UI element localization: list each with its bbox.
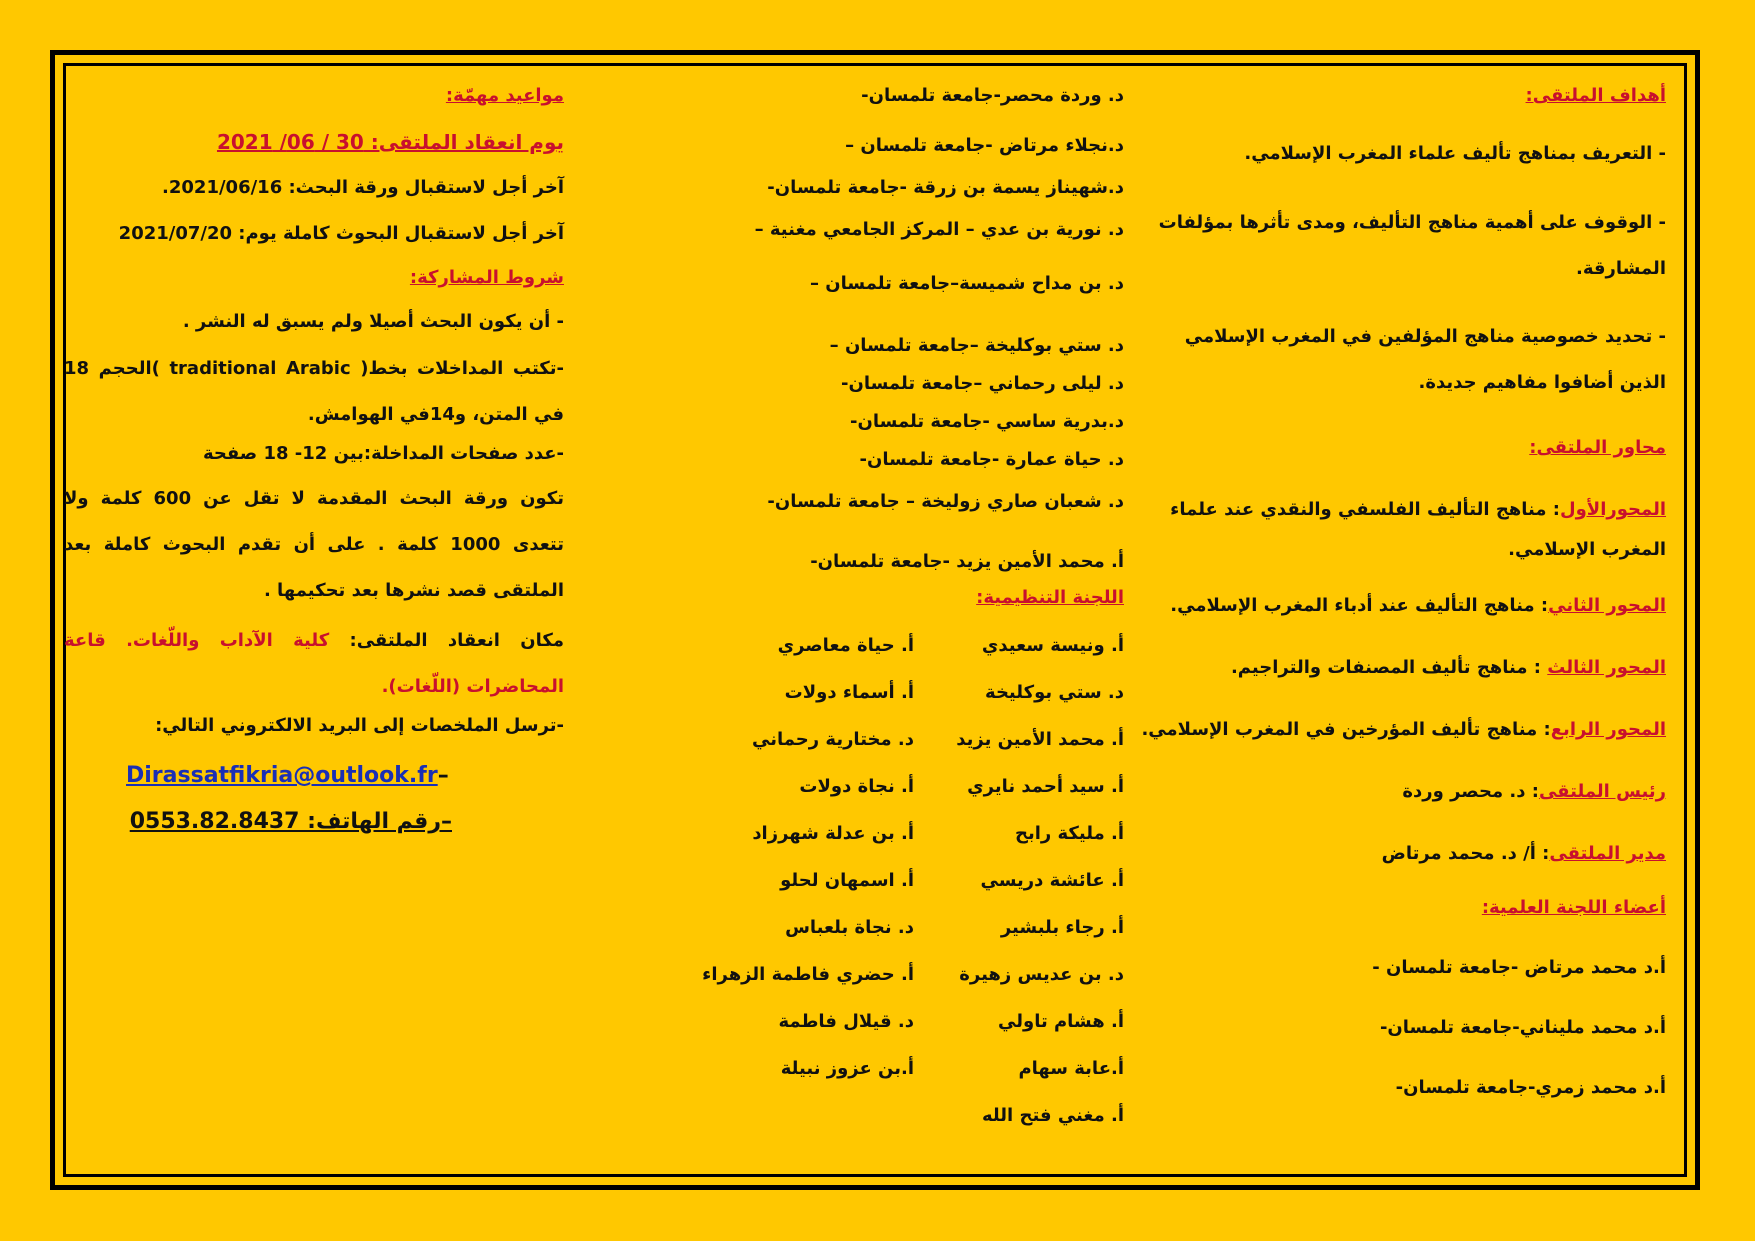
committee-member: د. وردة محصر-جامعة تلمسان- bbox=[861, 85, 1124, 106]
dates-heading: مواعيد مهمّة: bbox=[445, 85, 564, 106]
organizing-row bbox=[694, 681, 1124, 705]
organizing-row bbox=[694, 1010, 1124, 1034]
phone-row bbox=[64, 810, 564, 834]
deadline-full: آخر أجل لاستقبال البحوث كاملة يوم: 2021/07/20 bbox=[118, 223, 564, 244]
committee-member: د. بن مداح شميسة–جامعة تلمسان – bbox=[810, 273, 1124, 294]
committee-member: د. شعبان صاري زوليخة – جامعة تلمسان- bbox=[767, 491, 1124, 512]
organizing-row bbox=[694, 728, 1124, 752]
phone-number[interactable]: 0553.82.8437 bbox=[129, 809, 300, 834]
venue-label: مكان انعقاد الملتقى: bbox=[329, 630, 564, 651]
organizing-member: أ. سيد أحمد نايري bbox=[967, 776, 1124, 797]
organizing-member: د. قيلال فاطمة bbox=[778, 1011, 914, 1032]
conference-president bbox=[1146, 780, 1666, 804]
email-intro: -ترسل الملخصات إلى البريد الالكتروني التالي: bbox=[155, 715, 564, 736]
axis-item bbox=[1141, 718, 1666, 742]
committee-column bbox=[694, 78, 1124, 1128]
axis-item bbox=[1146, 594, 1666, 618]
organizing-member: أ. مليكة رابح bbox=[1014, 823, 1124, 844]
venue-text: كلية الآداب واللّغات. قاعة المحاضرات (اللّغات). bbox=[64, 630, 564, 697]
email-link[interactable]: Dirassatfikria@outlook.fr bbox=[126, 763, 438, 788]
president-name: : د. محصر وردة bbox=[1402, 781, 1539, 802]
organizing-member: د. مختارية رحماني bbox=[752, 729, 914, 750]
axis-label: المحور الثالث bbox=[1547, 657, 1666, 678]
axis-item bbox=[1146, 490, 1666, 570]
goal-item: - الوقوف على أهمية مناهج التأليف، ومدى تأثرها بمؤلفات المشارقة. bbox=[1158, 212, 1666, 279]
organizing-row bbox=[694, 634, 1124, 658]
organizing-member: أ. اسمهان لحلو bbox=[780, 870, 914, 891]
committee-member: د.بدرية ساسي -جامعة تلمسان- bbox=[850, 411, 1124, 432]
email-dash: – bbox=[437, 763, 449, 788]
organizing-member: أ. محمد الأمين يزيد bbox=[956, 729, 1124, 750]
condition-item: -عدد صفحات المداخلة:بين 12- 18 صفحة bbox=[202, 443, 564, 464]
president-label: رئيس الملتقى bbox=[1538, 781, 1666, 802]
phone-dash: – bbox=[441, 809, 452, 834]
organizing-member: د. ستي بوكليخة bbox=[985, 682, 1124, 703]
conference-director bbox=[1146, 842, 1666, 866]
email-row bbox=[64, 764, 564, 788]
deadline-paper: آخر أجل لاستقبال ورقة البحث: 2021/06/16. bbox=[162, 177, 564, 198]
organizing-row bbox=[694, 775, 1124, 799]
organizing-row bbox=[694, 1104, 1124, 1128]
axis-text: : مناهج التأليف الفلسفي والنقدي عند علماء المغرب الإسلامي. bbox=[1170, 499, 1666, 560]
committee-member: أ.د محمد مليناني-جامعة تلمسان- bbox=[1379, 1017, 1666, 1038]
organizing-member: أ. حياة معاصري bbox=[777, 635, 914, 656]
axis-label: المحور الثاني bbox=[1548, 595, 1666, 616]
organizing-row bbox=[694, 822, 1124, 846]
organizing-member: أ. مغني فتح الله bbox=[982, 1105, 1124, 1126]
organizing-row bbox=[694, 963, 1124, 987]
axes-heading: محاور الملتقى: bbox=[1529, 437, 1666, 458]
condition-item: - أن يكون البحث أصيلا ولم يسبق له النشر . bbox=[182, 311, 564, 332]
committee-member: د. ليلى رحماني –جامعة تلمسان- bbox=[841, 373, 1124, 394]
organizing-row bbox=[694, 916, 1124, 940]
organizing-member: أ. أسماء دولات bbox=[784, 682, 914, 703]
organizing-row bbox=[694, 869, 1124, 893]
director-label: مدير الملتقى bbox=[1549, 843, 1666, 864]
organizing-member: د. بن عديس زهيرة bbox=[959, 964, 1124, 985]
goals-heading: أهداف الملتقى: bbox=[1525, 85, 1666, 106]
organizing-member: أ. نجاة دولات bbox=[799, 776, 914, 797]
conditions-heading: شروط المشاركة: bbox=[409, 267, 564, 288]
committee-member: د.شهيناز يسمة بن زرقة -جامعة تلمسان- bbox=[767, 177, 1124, 198]
axis-label: المحور الرابع bbox=[1550, 719, 1666, 740]
axis-text: : مناهج التأليف عند أدباء المغرب الإسلامي. bbox=[1170, 595, 1549, 616]
axis-text: : مناهج تأليف المؤرخين في المغرب الإسلامي. bbox=[1141, 719, 1551, 740]
goals-column bbox=[1141, 78, 1666, 1100]
goal-item: - تحديد خصوصية مناهج المؤلفين في المغرب الإسلامي الذين أضافوا مفاهيم جديدة. bbox=[1184, 326, 1666, 393]
organizing-member: د. نجاة بلعباس bbox=[785, 917, 914, 938]
organizing-member: أ. ونيسة سعيدي bbox=[981, 635, 1124, 656]
committee-member: د. نورية بن عدي – المركز الجامعي مغنية – bbox=[754, 219, 1124, 240]
committee-member: أ.د محمد مرتاض -جامعة تلمسان - bbox=[1372, 957, 1666, 978]
organizing-member: أ. هشام تاولي bbox=[998, 1011, 1124, 1032]
goal-item: - التعريف بمناهج تأليف علماء المغرب الإسلامي. bbox=[1244, 143, 1666, 164]
outer-frame bbox=[50, 50, 1700, 1190]
committee-member: أ. محمد الأمين يزيد -جامعة تلمسان- bbox=[810, 551, 1124, 572]
organizing-member: أ. حضري فاطمة الزهراء bbox=[702, 964, 914, 985]
dates-conditions-column bbox=[64, 78, 564, 834]
organizing-member: أ.بن عزوز نبيلة bbox=[780, 1058, 914, 1079]
organizing-committee-heading: اللجنة التنظيمية: bbox=[976, 587, 1124, 608]
organizing-member: أ. بن عدلة شهرزاد bbox=[752, 823, 914, 844]
organizing-member: أ. عائشة دريسي bbox=[980, 870, 1124, 891]
axis-item bbox=[1146, 656, 1666, 680]
inner-frame bbox=[63, 63, 1687, 1177]
venue bbox=[64, 618, 564, 710]
organizing-member: أ.عابة سهام bbox=[1018, 1058, 1124, 1079]
organizing-row bbox=[694, 1057, 1124, 1081]
axis-text: : مناهج تأليف المصنفات والتراجيم. bbox=[1230, 657, 1548, 678]
committee-member: د. حياة عمارة -جامعة تلمسان- bbox=[859, 449, 1124, 470]
scientific-committee-heading: أعضاء اللجنة العلمية: bbox=[1481, 897, 1666, 918]
condition-item: تكون ورقة البحث المقدمة لا تقل عن 600 كلمة ولا تتعدى 1000 كلمة . على أن تقدم البحوث كاملة بعد الملتقى قصد نشرها بعد تحكيمها . bbox=[64, 488, 564, 601]
conference-day: يوم انعقاد الملتقى: 30 / 06/ 2021 bbox=[216, 130, 564, 154]
condition-item: -تكتب المداخلات بخط( traditional Arabic )الحجم 18 في المتن، و14في الهوامش. bbox=[64, 358, 565, 425]
committee-member: د. ستي بوكليخة –جامعة تلمسان – bbox=[829, 335, 1124, 356]
phone-label: رقم الهاتف: bbox=[299, 809, 441, 834]
organizing-member: أ. رجاء بلبشير bbox=[1000, 917, 1124, 938]
axis-label: المحورالأول bbox=[1560, 499, 1666, 520]
director-name: : أ/ د. محمد مرتاض bbox=[1381, 843, 1550, 864]
committee-member: د.نجلاء مرتاض -جامعة تلمسان – bbox=[845, 135, 1124, 156]
committee-member: أ.د محمد زمري-جامعة تلمسان- bbox=[1395, 1077, 1666, 1098]
